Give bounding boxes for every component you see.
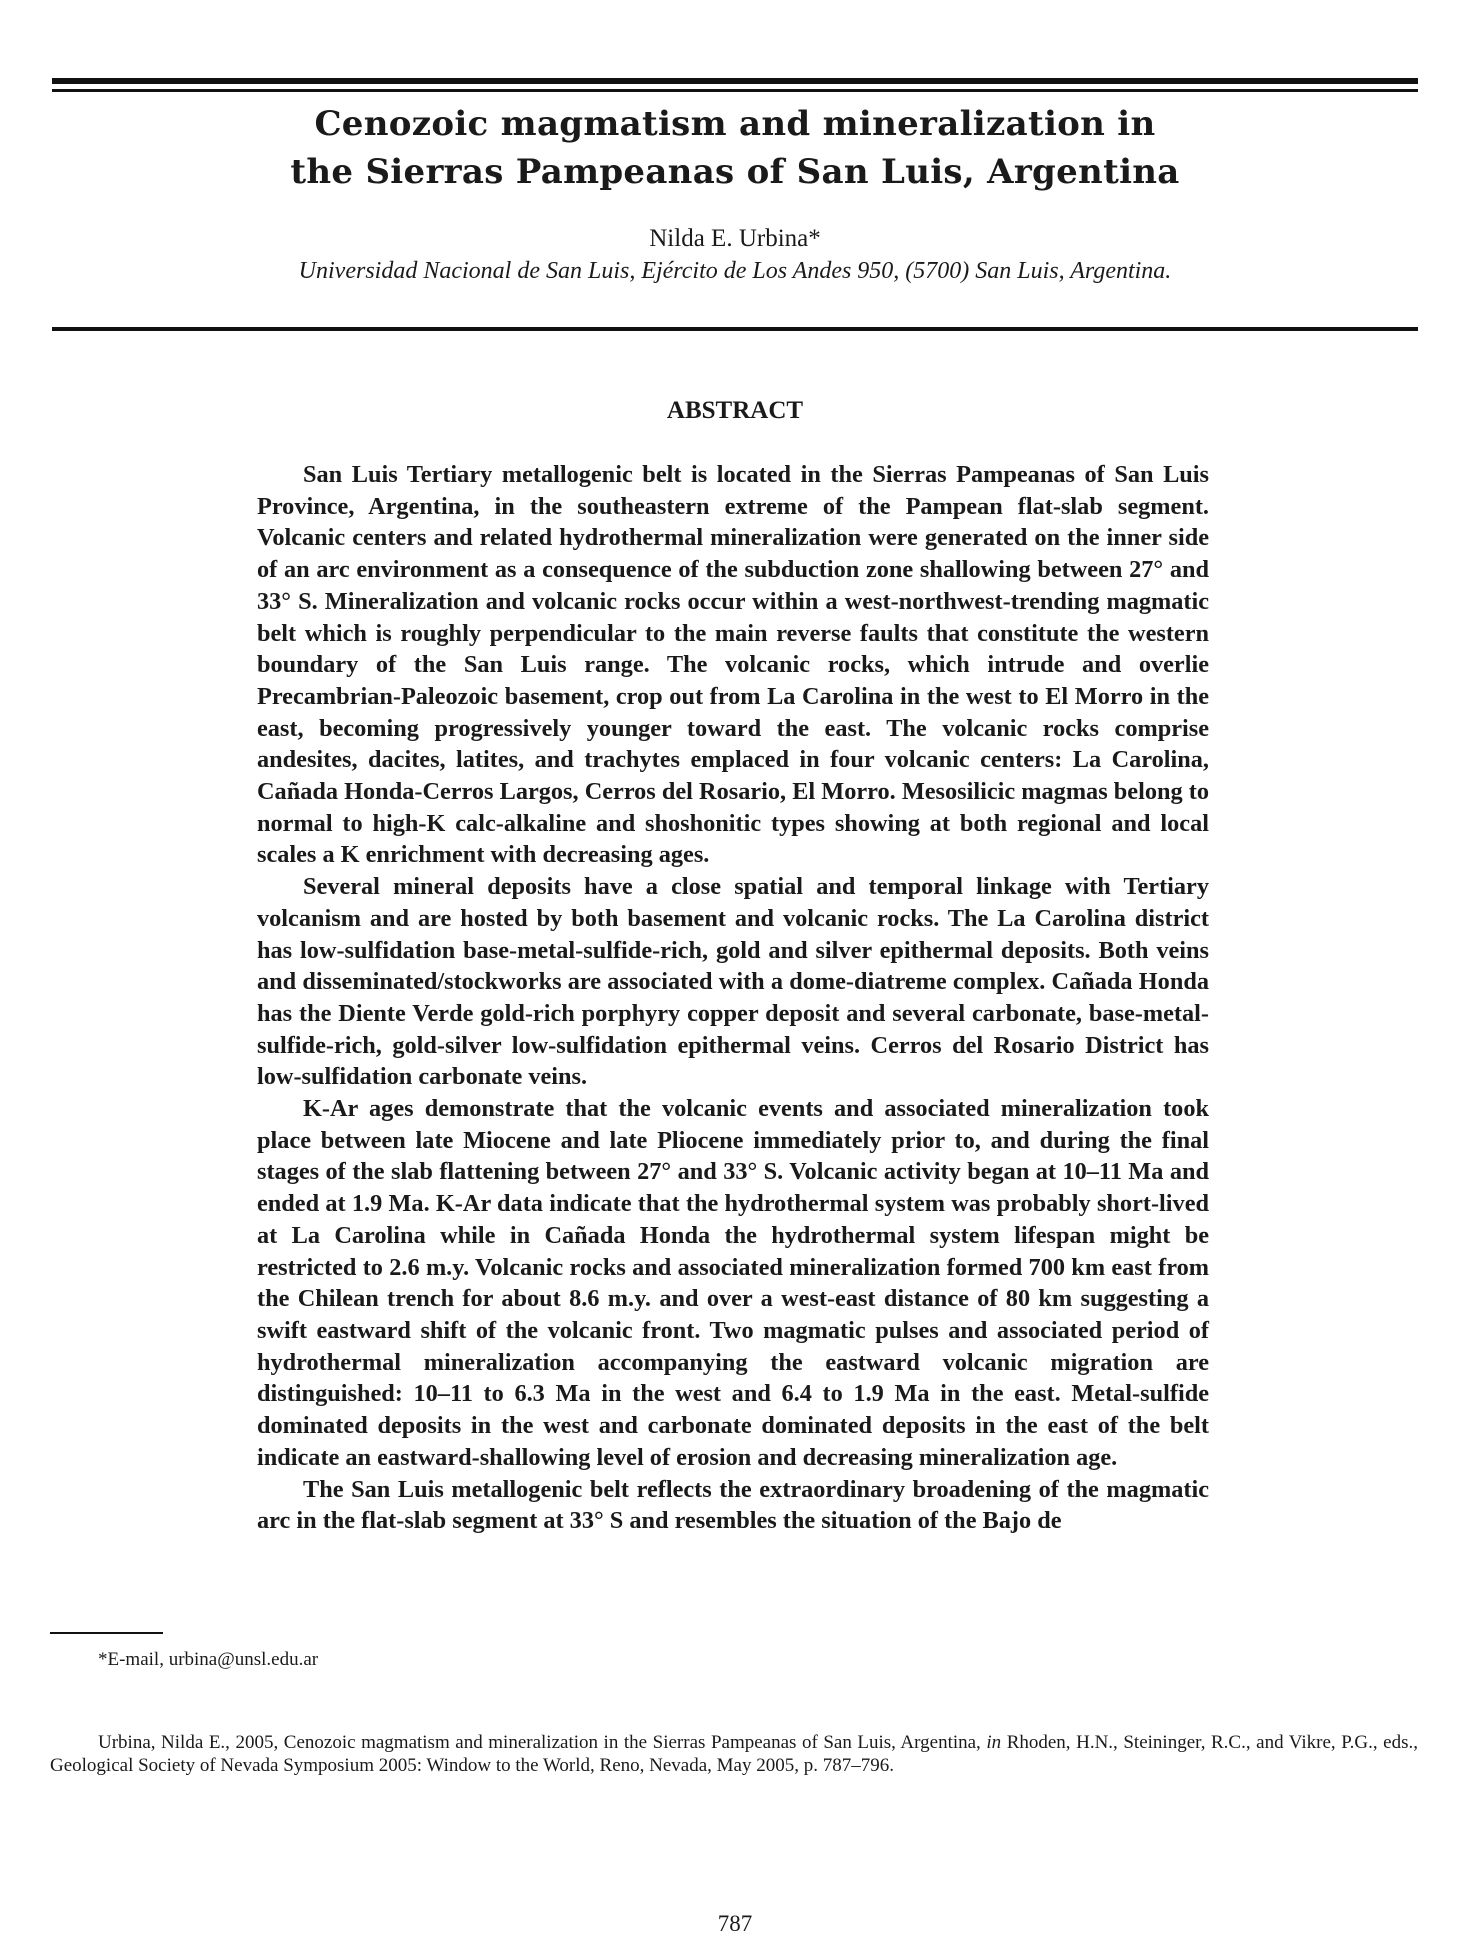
abstract-body	[257, 459, 1209, 1537]
header-divider	[52, 327, 1418, 331]
citation	[50, 1731, 1418, 1777]
footnote-email: *E-mail, urbina@unsl.edu.ar	[98, 1649, 319, 1670]
author-affiliation: Universidad Nacional de San Luis, Ejército de Los Andes 950, (5700) San Luis, Argentina.	[298, 258, 1172, 284]
abstract-paragraph-3: K-Ar ages demonstrate that the volcanic events and associated mineralization took place between late Miocene and late Pliocene immediately prior to, and during the final stages of the slab flattening between 27° and 33° S. Volcanic activity began at 10–11 Ma and ended at 1.9 Ma. K-Ar data indicate that the hydrothermal system was probably short-lived at La Carolina while in Cañada Honda the hydrothermal system lifespan might be restricted to 2.6 m.y. Volcanic rocks and associated mineralization formed 700 km east from the Chilean trench for about 8.6 m.y. and over a west-east distance of 80 km suggesting a swift eastward shift of the volcanic front. Two magmatic pulses and associated period of hydrothermal mineralization accompanying the eastward volcanic migration are distinguished: 10–11 to 6.3 Ma in the west and 6.4 to 1.9 Ma in the east. Metal-sulfide dominated deposits in the west and carbonate dominated deposits in the east of the belt indicate an eastward-shallowing level of erosion and decreasing mineralization age.	[257, 1095, 1209, 1471]
abstract-paragraph-4: The San Luis metallogenic belt reflects the extraordinary broadening of the magmatic arc in the flat-slab segment at 33° S and resembles the situation of the Bajo de	[257, 1475, 1209, 1535]
paper-title	[52, 100, 1418, 196]
abstract-heading: ABSTRACT	[666, 397, 804, 424]
top-rule-thin	[52, 89, 1418, 92]
abstract-paragraph-2: Several mineral deposits have a close spatial and temporal linkage with Tertiary volcanism and are hosted by both basement and volcanic rocks. The La Carolina district has low-sulfidation base-metal-sulfide-rich, gold and silver epithermal deposits. Both veins and disseminated/stockworks are associated with a dome-diatreme complex. Cañada Honda has the Diente Verde gold-rich porphyry copper deposit and several carbonate, base-metal-sulfide-rich, gold-silver low-sulfidation epithermal veins. Cerros del Rosario District has low-sulfidation carbonate veins.	[257, 873, 1209, 1091]
title-line-1: Cenozoic magmatism and mineralization in	[314, 104, 1156, 144]
abstract-paragraph-1: San Luis Tertiary metallogenic belt is located in the Sierras Pampeanas of San Luis Province, Argentina, in the southeastern extreme of the Pampean flat-slab segment. Volcanic centers and related hydrothermal mineralization were generated on the inner side of an arc environment as a consequence of the subduction zone shallowing between 27° and 33° S. Mineralization and volcanic rocks occur within a west-northwest-trending magmatic belt which is roughly perpendicular to the main reverse faults that constitute the western boundary of the San Luis range. The volcanic rocks, which intrude and overlie Precambrian-Paleozoic basement, crop out from La Carolina in the west to El Morro in the east, becoming progressively younger toward the east. The volcanic rocks comprise andesites, dacites, latites, and trachytes emplaced in four volcanic centers: La Carolina, Cañada Honda-Cerros Largos, Cerros del Rosario, El Morro. Mesosilicic magmas belong to normal to high-K calc-alkaline and shoshonitic types showing at both regional and local scales a K enrichment with decreasing ages.	[257, 461, 1209, 869]
title-line-2: the Sierras Pampeanas of San Luis, Argentina	[290, 152, 1180, 192]
citation-in: in	[986, 1732, 1002, 1753]
page-number: 787	[717, 1911, 753, 1936]
top-rule-thick	[52, 78, 1418, 84]
author-name: Nilda E. Urbina*	[649, 225, 821, 252]
footnote-rule	[50, 1632, 163, 1634]
citation-text-before: Urbina, Nilda E., 2005, Cenozoic magmatism and mineralization in the Sierras Pampeanas of San Luis, Argentina,	[98, 1732, 987, 1753]
citation-text-after: Rhoden, H.N., Steininger, R.C., and Vikre, P.G., eds., Geological Society of Nevada Symposium 2005: Window to the World, Reno, Nevada, May 2005, p. 787–796.	[50, 1732, 1419, 1776]
